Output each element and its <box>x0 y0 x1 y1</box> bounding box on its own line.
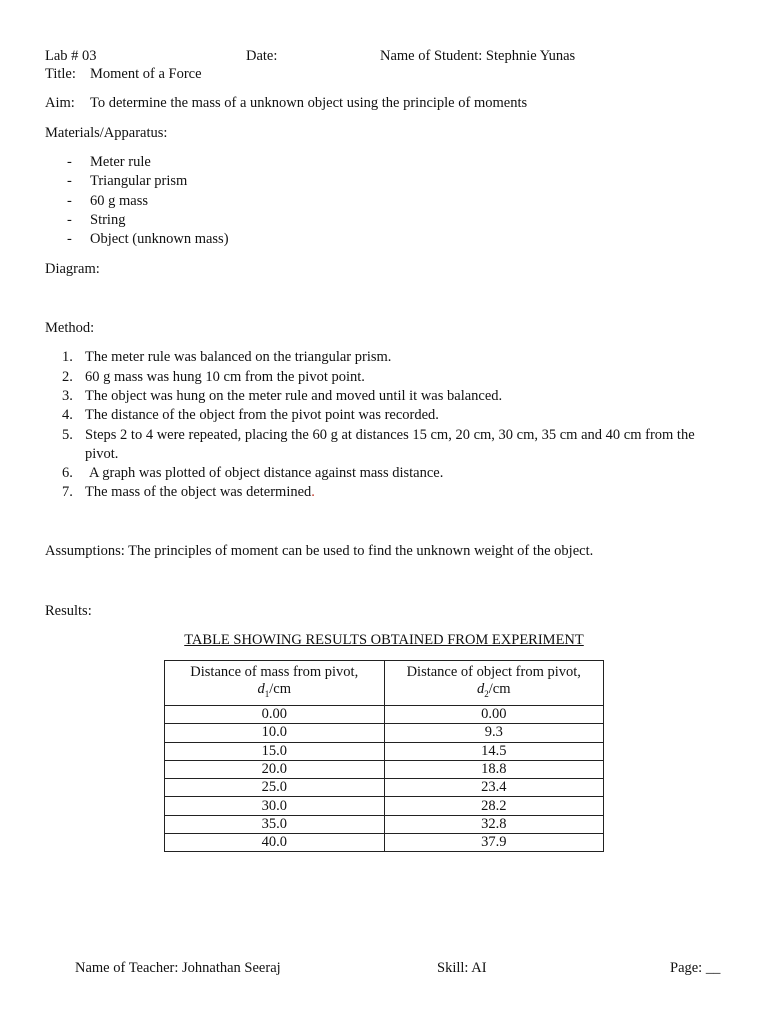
method-step-continuation: pivot. <box>85 446 119 462</box>
aim-label: Aim: <box>45 95 75 111</box>
assumptions-text: Assumptions: The principles of moment can be used to find the unknown weight of the object. <box>45 543 594 559</box>
student-name: Stephnie Yunas <box>485 48 576 64</box>
table-cell: 0.00 <box>384 706 604 724</box>
table-cell: 15.0 <box>165 742 385 760</box>
table-cell: 14.5 <box>384 742 604 760</box>
table-cell: 32.8 <box>384 815 604 833</box>
results-table <box>164 660 604 852</box>
dash-bullet: - <box>67 193 72 209</box>
date-label: Date: <box>246 48 278 64</box>
table-cell: 25.0 <box>165 779 385 797</box>
skill-label: Skill: AI <box>437 960 487 976</box>
table-cell: 28.2 <box>384 797 604 815</box>
column-header-mass-distance: Distance of mass from pivot, $d_1/cm$ <box>165 661 385 706</box>
page-number: Page: __ <box>670 960 721 976</box>
table-title: TABLE SHOWING RESULTS OBTAINED FROM EXPERIMENT <box>184 632 584 648</box>
table-cell: 9.3 <box>384 724 604 742</box>
table-cell: 10.0 <box>165 724 385 742</box>
dash-bullet: - <box>67 231 72 247</box>
aim-text: To determine the mass of a unknown object using the principle of moments <box>90 95 528 111</box>
table-header-row <box>165 661 604 706</box>
title-label: Title: <box>45 66 76 82</box>
lab-number: Lab # 03 <box>45 48 97 64</box>
student-name-line <box>380 47 575 65</box>
table-cell: 37.9 <box>384 834 604 852</box>
table-cell: 23.4 <box>384 779 604 797</box>
dash-bullet: - <box>67 173 72 189</box>
table-row <box>165 815 604 833</box>
dash-bullet: - <box>67 154 72 170</box>
table-row <box>165 797 604 815</box>
table-row <box>165 742 604 760</box>
table-row <box>165 779 604 797</box>
table-row <box>165 760 604 778</box>
table-cell: 0.00 <box>165 706 385 724</box>
teacher-name: Name of Teacher: Johnathan Seeraj <box>75 960 281 976</box>
table-row <box>165 724 604 742</box>
table-cell: 18.8 <box>384 760 604 778</box>
column-header-object-distance: Distance of object from pivot, $d_2/cm$ <box>384 661 604 706</box>
table-row <box>165 706 604 724</box>
table-cell: 20.0 <box>165 760 385 778</box>
dash-bullet: - <box>67 212 72 228</box>
page-title: Moment of a Force <box>90 66 202 82</box>
diagram-label: Diagram: <box>45 261 100 277</box>
method-label: Method: <box>45 320 95 336</box>
table-row <box>165 834 604 852</box>
table-cell: 30.0 <box>165 797 385 815</box>
materials-label: Materials/Apparatus: <box>45 125 168 141</box>
student-label: Name of Student: <box>380 48 483 64</box>
table-cell: 40.0 <box>165 834 385 852</box>
table-cell: 35.0 <box>165 815 385 833</box>
results-label: Results: <box>45 603 92 619</box>
